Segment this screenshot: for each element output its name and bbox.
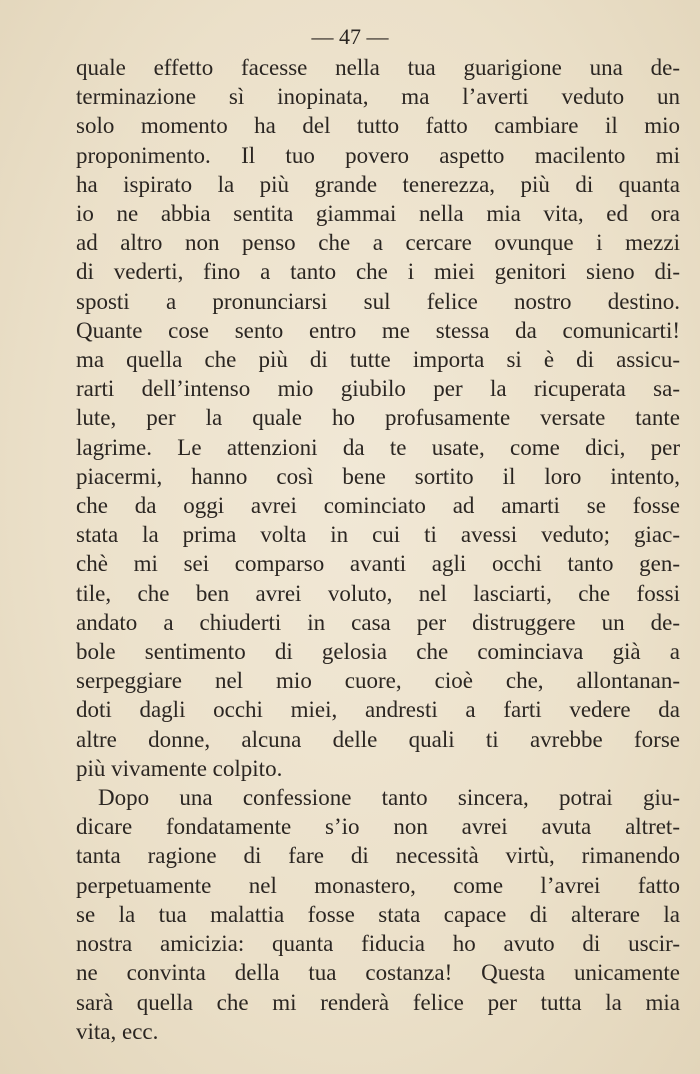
text-line: tanta ragione di fare di necessità virtù, rimanendo [76, 843, 680, 869]
page-number: — 47 — [311, 24, 389, 49]
text-line: solo momento ha del tutto fatto cambiare il mio [76, 113, 680, 139]
text-line: piacermi, hanno così bene sortito il loro intento, [76, 463, 680, 489]
text-line: proponimento. Il tuo povero aspetto macilento mi [76, 142, 680, 168]
text-line: ad altro non penso che a cercare ovunque i mezzi [76, 230, 680, 256]
text-line: serpeggiare nel mio cuore, cioè che, allontanan- [76, 668, 680, 694]
text-line: ma quella che più di tutte importa si è di assicu- [76, 347, 680, 373]
text-line: vita, ecc. [76, 1018, 159, 1044]
text-line: andato a chiuderti in casa per distruggere un de- [76, 609, 680, 635]
text-line: terminazione sì inopinata, ma l’averti veduto un [76, 84, 680, 110]
text-line: perpetuamente nel monastero, come l’avrei fatto [76, 872, 680, 898]
text-line: stata la prima volta in cui ti avessi veduto; giac- [76, 522, 680, 548]
body-text [76, 53, 680, 1046]
text-line: altre donne, alcuna delle quali ti avrebbe forse [76, 726, 680, 752]
text-line: ne convinta della tua costanza! Questa unicamente [76, 960, 680, 986]
text-line: Dopo una confessione tanto sincera, potrai giu- [98, 785, 680, 811]
text-line: bole sentimento di gelosia che cominciava già a [76, 639, 680, 665]
text-line: chè mi sei comparso avanti agli occhi tanto gen- [76, 551, 680, 577]
text-line: sposti a pronunciarsi sul felice nostro destino. [76, 288, 680, 314]
text-line: lagrime. Le attenzioni da te usate, come dici, per [76, 434, 680, 460]
text-line: dicare fondatamente s’io non avrei avuta altret- [76, 814, 680, 840]
text-line: rarti dell’intenso mio giubilo per la ricuperata sa- [76, 376, 680, 402]
text-line: ha ispirato la più grande tenerezza, più di quanta [76, 171, 680, 197]
text-line: doti dagli occhi miei, andresti a farti vedere da [76, 697, 680, 723]
text-line: quale effetto facesse nella tua guarigione una de- [76, 55, 680, 80]
text-line: io ne abbia sentita giammai nella mia vita, ed ora [76, 201, 680, 227]
text-line: di vederti, fino a tanto che i miei genitori sieno di- [76, 259, 680, 285]
text-line: lute, per la quale ho profusamente versate tante [76, 405, 680, 431]
text-line: che da oggi avrei cominciato ad amarti se fosse [76, 493, 680, 519]
text-line: nostra amicizia: quanta fiducia ho avuto di uscir- [76, 931, 680, 957]
text-line: Quante cose sento entro me stessa da comunicarti! [76, 317, 680, 343]
text-line: tile, che ben avrei voluto, nel lasciarti, che fossi [76, 580, 680, 606]
text-line: sarà quella che mi renderà felice per tutta la mia [76, 989, 680, 1015]
text-line: più vivamente colpito. [76, 755, 283, 781]
text-line: se la tua malattia fosse stata capace di alterare la [76, 901, 680, 927]
